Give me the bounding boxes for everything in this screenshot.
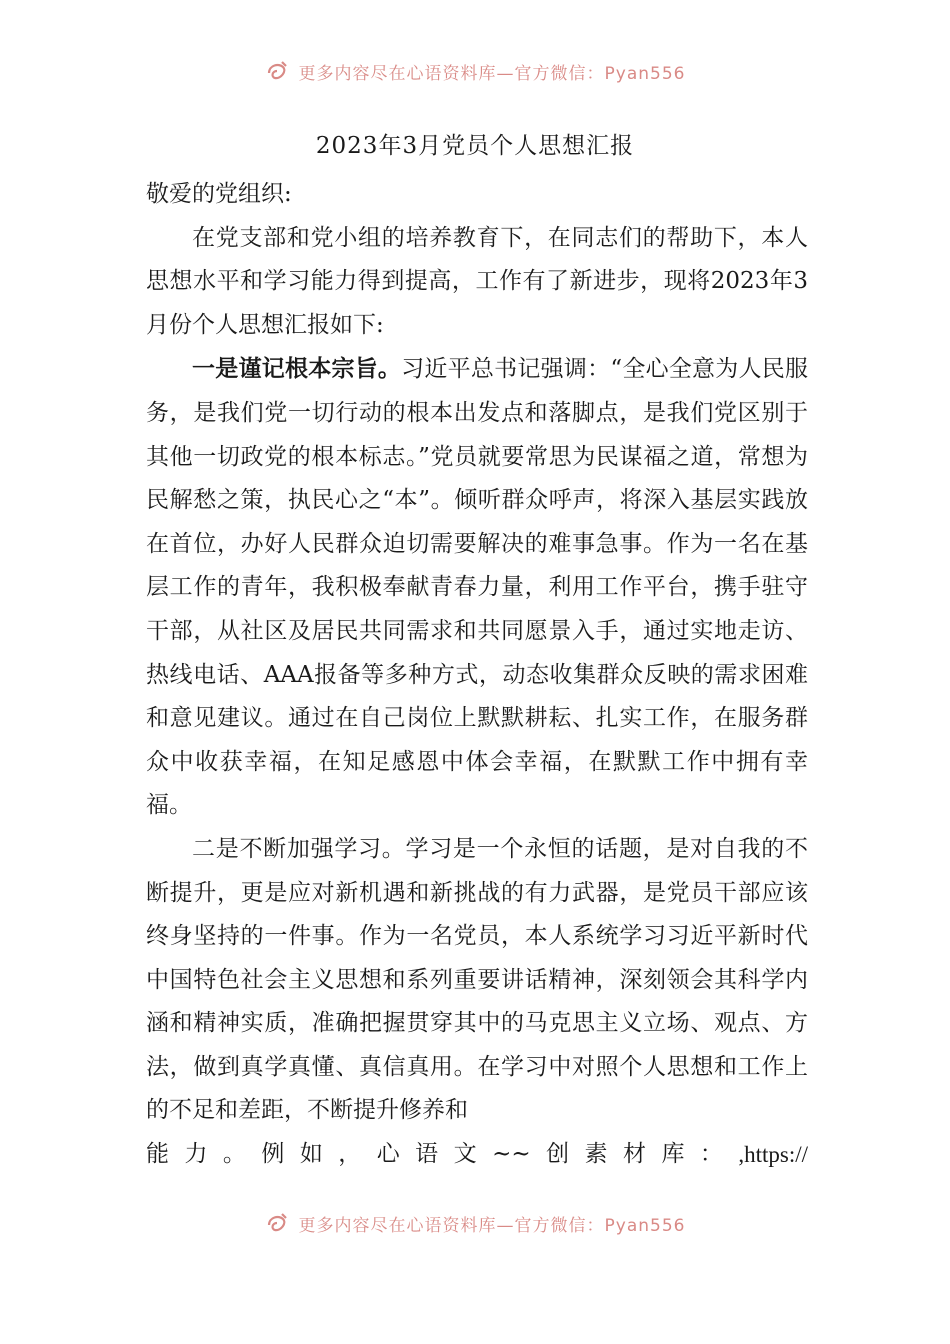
logo-icon bbox=[265, 1211, 291, 1235]
document-body bbox=[146, 173, 808, 1177]
last-line-token: 库 bbox=[661, 1141, 685, 1168]
point1-body: 习近平总书记强调：“全心全意为人民服务，是我们党一切行动的根本出发点和落脚点，是我们党区别于其他一切政党的根本标志。”党员就要常思为民谋福之道，常想为民解愁之策，执民心之“本”。倾听群众呼声，将深入基层实践放在首位，办好人民群众迫切需要解决的难事急事。作为一名在基层工作的青年，我积极奉献青春力量，利用工作平台，携手驻守干部，从社区及居民共同需求和共同愿景入手，通过实地走访、热线电话、AAA报备等多种方式，动态收集群众反映的需求困难和意见建议。通过在自己岗位上默默耕耘、扎实工作，在服务群众中收获幸福，在知足感恩中体会幸福，在默默工作中拥有幸福。 bbox=[146, 356, 809, 819]
point1-paragraph bbox=[146, 347, 808, 828]
intro-paragraph: 在党支部和党小组的培养教育下，在同志们的帮助下，本人思想水平和学习能力得到提高，工作有了新进步，现将2023年3月份个人思想汇报如下: bbox=[146, 224, 808, 338]
footer-watermark-banner bbox=[0, 1208, 950, 1238]
last-line-token: ： bbox=[699, 1141, 723, 1168]
header-watermark-text: 更多内容尽在心语资料库—官方微信：Pyan556 bbox=[298, 63, 686, 84]
last-line-token: 文 bbox=[453, 1141, 477, 1168]
point2-paragraph: 二是不断加强学习。学习是一个永恒的话题，是对自我的不断提升，更是应对新机遇和新挑战的有力武器，是党员干部应该终身坚持的一件事。作为一名党员，本人系统学习习近平新时代中国特色社会主义思想和系列重要讲话精神，深刻领会其科学内涵和精神实质，准确把握贯穿其中的马克思主义立场、观点、方法，做到真学真懂、真信真用。在学习中对照个人思想和工作上的不足和差距，不断提升修养和 bbox=[146, 835, 808, 1124]
last-line-token: 。 bbox=[222, 1141, 246, 1168]
last-line-token: ,https:// bbox=[738, 1142, 808, 1168]
last-line-token: ， bbox=[338, 1141, 362, 1168]
last-line-token: 语 bbox=[415, 1141, 439, 1168]
last-line-token: 如 bbox=[299, 1141, 323, 1168]
footer-watermark-text: 更多内容尽在心语资料库—官方微信：Pyan556 bbox=[298, 1215, 686, 1236]
last-line-token: 力 bbox=[184, 1141, 208, 1168]
document-title: 2023年3月党员个人思想汇报 bbox=[315, 133, 635, 159]
salutation: 敬爱的党组织: bbox=[146, 181, 292, 207]
last-line-token: ~~ bbox=[492, 1141, 531, 1168]
logo-icon bbox=[265, 59, 291, 83]
last-line-token: 能 bbox=[146, 1141, 169, 1168]
last-line-token: 创 bbox=[546, 1141, 570, 1168]
last-line-token: 例 bbox=[261, 1141, 285, 1168]
point1-heading: 一是谨记根本宗旨。 bbox=[192, 355, 402, 383]
last-line bbox=[146, 1133, 808, 1177]
last-line-token: 心 bbox=[376, 1141, 400, 1168]
last-line-token: 材 bbox=[622, 1141, 646, 1168]
header-watermark-banner bbox=[0, 56, 950, 86]
last-line-token: 素 bbox=[584, 1141, 608, 1168]
